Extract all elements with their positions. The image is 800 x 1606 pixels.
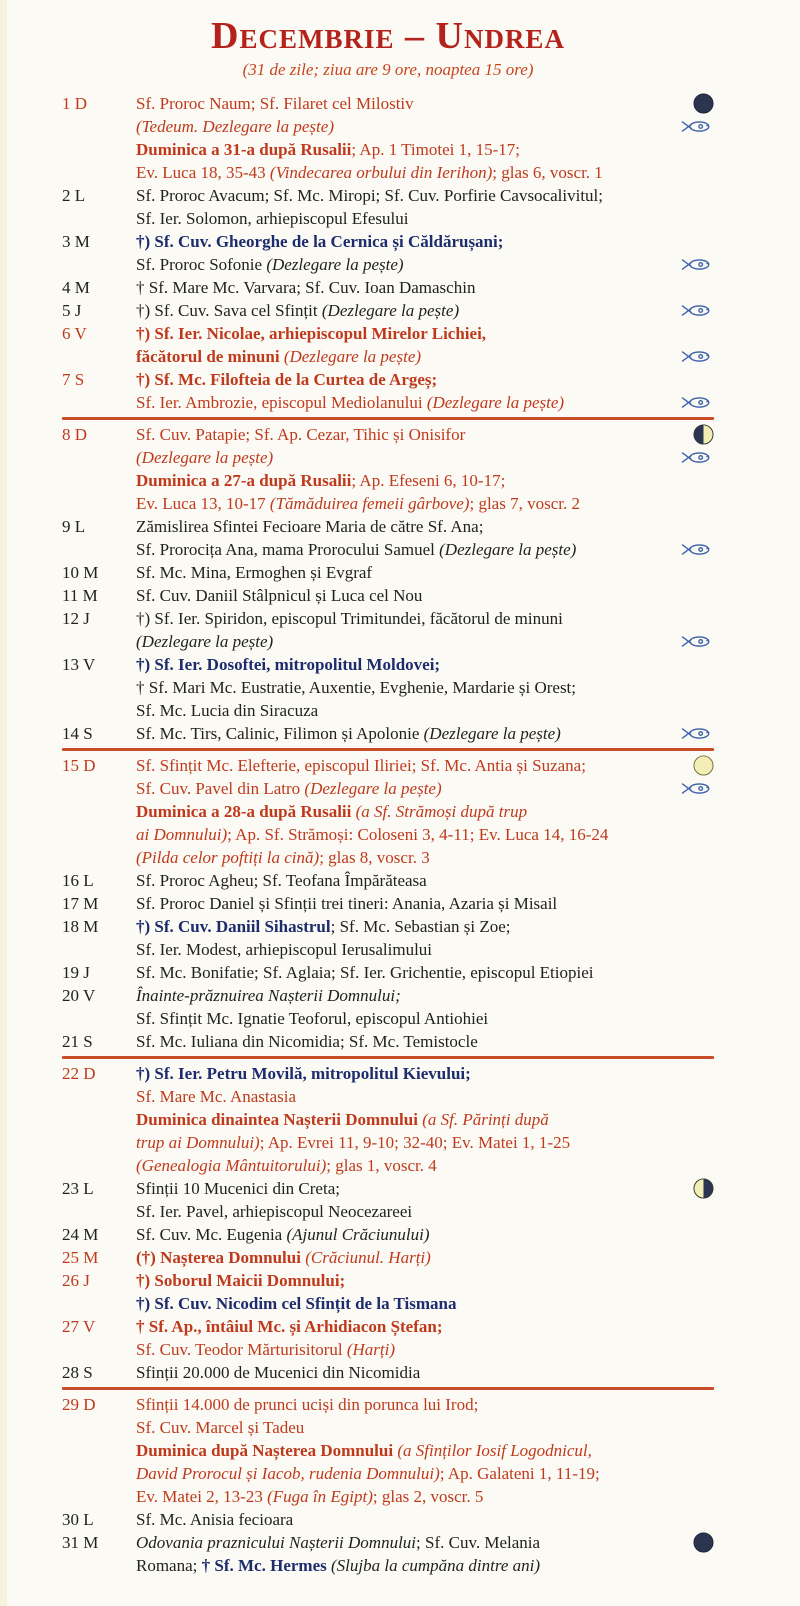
- entry-lines: [136, 607, 714, 653]
- calendar-line: [136, 607, 714, 630]
- text-segment: † Sf. Mare Mc. Varvara; Sf. Cuv. Ioan Damaschin: [136, 278, 476, 297]
- entry-lines: [136, 1223, 714, 1246]
- text-segment: Sf. Cuv. Marcel și Tadeu: [136, 1418, 305, 1437]
- calendar-line: [136, 1223, 714, 1246]
- text-segment: †) Sf. Cuv. Gheorghe de la Cernica și Căldărușani;: [136, 232, 504, 251]
- text-segment: (Dezlegare la pește): [423, 724, 561, 743]
- week-separator: [62, 1387, 714, 1390]
- text-segment: †) Sf. Cuv. Nicodim cel Sfințit de la Tismana: [136, 1294, 457, 1313]
- entry-lines: [136, 1246, 714, 1269]
- text-segment: Ev. Matei 2, 13-23: [136, 1487, 268, 1506]
- day-label: 29 D: [62, 1395, 96, 1414]
- text-segment: ; glas 1, voscr. 4: [326, 1156, 437, 1175]
- entry-lines: [136, 984, 714, 1030]
- calendar-line: [136, 1416, 714, 1439]
- text-segment: ; glas 2, voscr. 5: [372, 1487, 484, 1506]
- day-label: 14 S: [62, 724, 93, 743]
- text-segment: (Dezlegare la pește): [136, 632, 274, 651]
- text-segment: Romana;: [136, 1556, 202, 1575]
- calendar-line: [136, 1361, 714, 1384]
- calendar-line: [136, 846, 714, 869]
- calendar-entry-day-29: [62, 1393, 714, 1508]
- line-icons: [685, 755, 714, 776]
- calendar-line: [136, 961, 714, 984]
- text-segment: Duminica a 28-a după Rusalii: [136, 802, 356, 821]
- text-segment: ; Ap. Galateni 1, 11-19;: [439, 1464, 600, 1483]
- calendar-entry-day-21: [62, 1030, 714, 1053]
- text-segment: (a Sf. Strămoși după trup: [355, 802, 528, 821]
- calendar-line: [136, 299, 714, 322]
- text-segment: ; Sf. Cuv. Melania: [416, 1533, 541, 1552]
- text-segment: Sf. Mc. Bonifatie; Sf. Aglaia; Sf. Ier. Grichentie, episcopul Etiopiei: [136, 963, 594, 982]
- text-segment: (Dezlegare la pește): [439, 540, 577, 559]
- calendar-line: [136, 115, 714, 138]
- calendar-entry-day-11: [62, 584, 714, 607]
- entry-lines: [136, 1062, 714, 1177]
- calendar-line: [136, 915, 714, 938]
- day-label: 12 J: [62, 609, 90, 628]
- text-segment: Sf. Prorocița Ana, mama Prorocului Samuel: [136, 540, 440, 559]
- entry-lines: [136, 230, 714, 276]
- moon-phase-first-quarter-icon: [693, 424, 714, 445]
- text-segment: Sf. Cuv. Mc. Eugenia: [136, 1225, 287, 1244]
- moon-phase-full-icon: [693, 755, 714, 776]
- calendar-line: [136, 1062, 714, 1085]
- day-label: 22 D: [62, 1064, 96, 1083]
- calendar-line: [136, 1393, 714, 1416]
- line-icons: [673, 395, 714, 410]
- calendar-line: [136, 1485, 714, 1508]
- fish-icon: [681, 634, 714, 649]
- text-segment: † Sf. Mc. Hermes: [201, 1556, 331, 1575]
- line-icons: [673, 450, 714, 465]
- day-label: 31 M: [62, 1533, 99, 1552]
- calendar-line: [136, 938, 714, 961]
- text-segment: Sf. Cuv. Teodor Mărturisitorul: [136, 1340, 347, 1359]
- line-icons: [685, 1178, 714, 1199]
- text-segment: Sf. Proroc Naum; Sf. Filaret cel Milostiv: [136, 94, 414, 113]
- calendar-line: [136, 1177, 714, 1200]
- fish-icon: [681, 781, 714, 796]
- text-segment: (Harți): [346, 1340, 395, 1359]
- day-label: 18 M: [62, 917, 99, 936]
- entry-lines: [136, 1177, 714, 1223]
- entry-lines: [136, 961, 714, 984]
- text-segment: Sf. Cuv. Patapie; Sf. Ap. Cezar, Tihic și Onisifor: [136, 425, 466, 444]
- text-segment: ai Domnului): [136, 825, 228, 844]
- line-icons: [673, 542, 714, 557]
- day-label: 11 M: [62, 586, 98, 605]
- fish-icon: [681, 395, 714, 410]
- moon-phase-new-icon: [693, 1532, 714, 1553]
- page-header: [62, 14, 714, 82]
- calendar-entry-day-31: [62, 1531, 714, 1577]
- calendar-line: [136, 984, 714, 1007]
- text-segment: ; Sf. Mc. Sebastian și Zoe;: [330, 917, 511, 936]
- text-segment: ; Ap. Efeseni 6, 10-17;: [351, 471, 506, 490]
- calendar-entry-day-26: [62, 1269, 714, 1315]
- text-segment: Sf. Proroc Avacum; Sf. Mc. Miropi; Sf. Cuv. Porfirie Cavsocalivitul;: [136, 186, 603, 205]
- day-label: 27 V: [62, 1317, 96, 1336]
- line-icons: [673, 119, 714, 134]
- text-segment: (Vindecarea orbului din Ierihon): [269, 163, 493, 182]
- calendar-line: [136, 1269, 714, 1292]
- calendar-line: [136, 630, 714, 653]
- calendar-entry-day-18: [62, 915, 714, 961]
- day-label: 4 M: [62, 278, 90, 297]
- calendar-line: [136, 1108, 714, 1131]
- calendar-line: [136, 1131, 714, 1154]
- line-icons: [673, 726, 714, 741]
- text-segment: †) Sf. Ier. Dosoftei, mitropolitul Moldovei;: [136, 655, 441, 674]
- calendar-line: [136, 538, 714, 561]
- line-icons: [673, 781, 714, 796]
- calendar-line: [136, 138, 714, 161]
- entry-lines: [136, 653, 714, 722]
- line-icons: [673, 349, 714, 364]
- text-segment: Sf. Ier. Modest, arhiepiscopul Ierusalimului: [136, 940, 433, 959]
- text-segment: Sf. Sfințit Mc. Elefterie, episcopul Iliriei; Sf. Mc. Antia și Suzana;: [136, 756, 586, 775]
- page-subtitle: (31 de zile; ziua are 9 ore, noaptea 15 ore): [242, 60, 534, 79]
- text-segment: trup ai Domnului): [136, 1133, 260, 1152]
- calendar-list: [62, 92, 714, 1577]
- calendar-line: [136, 391, 714, 414]
- day-label: 26 J: [62, 1271, 90, 1290]
- calendar-line: [136, 469, 714, 492]
- text-segment: (Crăciunul. Harți): [305, 1248, 431, 1267]
- calendar-line: [136, 754, 714, 777]
- calendar-line: [136, 1462, 714, 1485]
- line-icons: [685, 1532, 714, 1553]
- calendar-line: [136, 1030, 714, 1053]
- calendar-line: [136, 184, 714, 207]
- text-segment: †) Sf. Ier. Spiridon, episcopul Trimitundei, făcătorul de minuni: [136, 609, 563, 628]
- text-segment: Duminica a 31-a după Rusalii: [136, 140, 352, 159]
- entry-lines: [136, 322, 714, 368]
- text-segment: Sfinții 10 Mucenici din Creta;: [136, 1179, 340, 1198]
- week-separator: [62, 417, 714, 420]
- calendar-entry-day-2: [62, 184, 714, 230]
- text-segment: Sf. Proroc Daniel și Sfinții trei tineri: Anania, Azaria și Misail: [136, 894, 558, 913]
- fish-icon: [681, 726, 714, 741]
- day-label: 20 V: [62, 986, 96, 1005]
- calendar-line: [136, 446, 714, 469]
- entry-lines: [136, 754, 714, 869]
- text-segment: ; glas 7, voscr. 2: [469, 494, 580, 513]
- text-segment: Sf. Mare Mc. Anastasia: [136, 1087, 297, 1106]
- calendar-entry-day-9: [62, 515, 714, 561]
- text-segment: (Tedeum. Dezlegare la pește): [136, 117, 334, 136]
- calendar-line: [136, 230, 714, 253]
- calendar-line: [136, 1554, 714, 1577]
- text-segment: (Dezlegare la pește): [283, 347, 422, 366]
- calendar-entry-day-4: [62, 276, 714, 299]
- entry-lines: [136, 368, 714, 414]
- text-segment: (Slujba la cumpăna dintre ani): [330, 1556, 540, 1575]
- calendar-line: [136, 322, 714, 345]
- calendar-line: [136, 1292, 714, 1315]
- entry-lines: [136, 423, 714, 515]
- text-segment: †) Soborul Maicii Domnului;: [136, 1271, 346, 1290]
- calendar-entry-day-1: [62, 92, 714, 184]
- day-label: 28 S: [62, 1363, 93, 1382]
- text-segment: Sfinții 14.000 de prunci uciși din porunca lui Irod;: [136, 1395, 479, 1414]
- day-label: 15 D: [62, 756, 96, 775]
- calendar-line: [136, 492, 714, 515]
- text-segment: ; Ap. Sf. Strămoși: Coloseni 3, 4-11; Ev. Luca 14, 16-24: [227, 825, 609, 844]
- day-label: 13 V: [62, 655, 96, 674]
- day-label: 8 D: [62, 425, 88, 444]
- day-label: 2 L: [62, 186, 86, 205]
- text-segment: făcătorul de minuni: [136, 347, 284, 366]
- text-segment: Ev. Luca 13, 10-17: [136, 494, 270, 513]
- day-label: 1 D: [62, 94, 88, 113]
- calendar-entry-day-20: [62, 984, 714, 1030]
- week-separator: [62, 748, 714, 751]
- text-segment: Sf. Mc. Mina, Ermoghen și Evgraf: [136, 563, 373, 582]
- day-label: 17 M: [62, 894, 99, 913]
- line-icons: [673, 634, 714, 649]
- calendar-line: [136, 1338, 714, 1361]
- text-segment: Odovania praznicului Nașterii Domnului: [136, 1533, 417, 1552]
- day-label: 23 L: [62, 1179, 94, 1198]
- text-segment: (a Sfinților Iosif Logodnicul,: [397, 1441, 592, 1460]
- entry-lines: [136, 184, 714, 230]
- calendar-line: [136, 368, 714, 391]
- day-label: 24 M: [62, 1225, 99, 1244]
- entry-lines: [136, 869, 714, 892]
- text-segment: Sf. Mc. Tirs, Calinic, Filimon și Apolonie: [136, 724, 424, 743]
- calendar-line: [136, 823, 714, 846]
- entry-lines: [136, 1361, 714, 1384]
- text-segment: Sf. Proroc Agheu; Sf. Teofana Împărăteasa: [136, 871, 427, 890]
- calendar-line: [136, 584, 714, 607]
- text-segment: (Dezlegare la pește): [426, 393, 565, 412]
- moon-phase-new-icon: [693, 93, 714, 114]
- entry-lines: [136, 1393, 714, 1508]
- calendar-line: [136, 1439, 714, 1462]
- calendar-line: [136, 423, 714, 446]
- line-icons: [673, 303, 714, 318]
- entry-lines: [136, 92, 714, 184]
- calendar-entry-day-10: [62, 561, 714, 584]
- entry-lines: [136, 299, 714, 322]
- entry-lines: [136, 584, 714, 607]
- text-segment: Sf. Cuv. Daniil Stâlpnicul și Luca cel Nou: [136, 586, 423, 605]
- calendar-line: [136, 345, 714, 368]
- day-label: 3 M: [62, 232, 90, 251]
- calendar-line: [136, 253, 714, 276]
- calendar-entry-day-13: [62, 653, 714, 722]
- calendar-entry-day-25: [62, 1246, 714, 1269]
- fish-icon: [681, 303, 714, 318]
- line-icons: [685, 93, 714, 114]
- calendar-line: [136, 92, 714, 115]
- calendar-line: [136, 722, 714, 745]
- text-segment: † Sf. Ap., întâiul Mc. și Arhidiacon Ștefan;: [136, 1317, 443, 1336]
- calendar-line: [136, 1007, 714, 1030]
- calendar-entry-day-19: [62, 961, 714, 984]
- text-segment: Duminica după Nașterea Domnului: [136, 1441, 398, 1460]
- text-segment: †) Sf. Ier. Petru Movilă, mitropolitul Kievului;: [136, 1064, 471, 1083]
- day-label: 7 S: [62, 370, 85, 389]
- fish-icon: [681, 119, 714, 134]
- text-segment: Ev. Luca 18, 35-43: [136, 163, 270, 182]
- text-segment: Sfinții 20.000 de Mucenici din Nicomidia: [136, 1363, 421, 1382]
- calendar-entry-day-15: [62, 754, 714, 869]
- text-segment: Duminica dinaintea Nașterii Domnului: [136, 1110, 423, 1129]
- text-segment: ; Ap. 1 Timotei 1, 15-17;: [351, 140, 521, 159]
- entry-lines: [136, 276, 714, 299]
- day-label: 21 S: [62, 1032, 93, 1051]
- line-icons: [685, 424, 714, 445]
- text-segment: (Dezlegare la pește): [266, 255, 404, 274]
- calendar-line: [136, 676, 714, 699]
- text-segment: (†) Nașterea Domnului: [136, 1248, 306, 1267]
- calendar-entry-day-12: [62, 607, 714, 653]
- fish-icon: [681, 257, 714, 272]
- text-segment: (a Sf. Părinți după: [422, 1110, 549, 1129]
- calendar-line: [136, 892, 714, 915]
- page-title: Decembrie – Undrea: [211, 15, 565, 57]
- calendar-entry-day-22: [62, 1062, 714, 1177]
- calendar-line: [136, 699, 714, 722]
- text-segment: (Ajunul Crăciunului): [286, 1225, 430, 1244]
- calendar-entry-day-27: [62, 1315, 714, 1361]
- entry-lines: [136, 1508, 714, 1531]
- day-label: 16 L: [62, 871, 94, 890]
- calendar-entry-day-8: [62, 423, 714, 515]
- text-segment: (Genealogia Mântuitorului): [136, 1156, 327, 1175]
- week-separator: [62, 1056, 714, 1059]
- moon-phase-last-quarter-icon: [693, 1178, 714, 1199]
- entry-lines: [136, 1531, 714, 1577]
- text-segment: †) Sf. Cuv. Daniil Sihastrul: [136, 917, 331, 936]
- text-segment: †) Sf. Cuv. Sava cel Sfințit: [136, 301, 322, 320]
- day-label: 10 M: [62, 563, 99, 582]
- calendar-line: [136, 869, 714, 892]
- calendar-entry-day-28: [62, 1361, 714, 1384]
- calendar-entry-day-6: [62, 322, 714, 368]
- calendar-line: [136, 561, 714, 584]
- text-segment: ; glas 8, voscr. 3: [319, 848, 430, 867]
- calendar-line: [136, 276, 714, 299]
- calendar-line: [136, 1085, 714, 1108]
- calendar-line: [136, 207, 714, 230]
- text-segment: †) Sf. Mc. Filofteia de la Curtea de Argeș;: [136, 370, 438, 389]
- text-segment: Sf. Mc. Anisia fecioara: [136, 1510, 294, 1529]
- calendar-line: [136, 1508, 714, 1531]
- entry-lines: [136, 561, 714, 584]
- text-segment: Sf. Sfințit Mc. Ignatie Teoforul, episcopul Antiohiei: [136, 1009, 489, 1028]
- text-segment: Sf. Ier. Solomon, arhiepiscopul Efesului: [136, 209, 409, 228]
- calendar-entry-day-5: [62, 299, 714, 322]
- fish-icon: [681, 542, 714, 557]
- calendar-line: [136, 777, 714, 800]
- entry-lines: [136, 1269, 714, 1315]
- day-label: 30 L: [62, 1510, 94, 1529]
- calendar-entry-day-7: [62, 368, 714, 414]
- text-segment: (Dezlegare la pește): [321, 301, 460, 320]
- calendar-line: [136, 653, 714, 676]
- calendar-line: [136, 1315, 714, 1338]
- text-segment: (Dezlegare la pește): [136, 448, 274, 467]
- calendar-entry-day-23: [62, 1177, 714, 1223]
- text-segment: (Fuga în Egipt): [267, 1487, 373, 1506]
- day-label: 25 M: [62, 1248, 99, 1267]
- text-segment: Zămislirea Sfintei Fecioare Maria de către Sf. Ana;: [136, 517, 484, 536]
- entry-lines: [136, 1315, 714, 1361]
- calendar-entry-day-3: [62, 230, 714, 276]
- text-segment: ; Ap. Evrei 11, 9-10; 32-40; Ev. Matei 1, 1-25: [259, 1133, 571, 1152]
- calendar-entry-day-30: [62, 1508, 714, 1531]
- text-segment: Sf. Cuv. Pavel din Latro: [136, 779, 305, 798]
- calendar-line: [136, 515, 714, 538]
- text-segment: †) Sf. Ier. Nicolae, arhiepiscopul Mirelor Lichiei,: [136, 324, 487, 343]
- line-icons: [673, 257, 714, 272]
- text-segment: Sf. Ier. Ambrozie, episcopul Mediolanului: [136, 393, 427, 412]
- calendar-entry-day-16: [62, 869, 714, 892]
- calendar-line: [136, 800, 714, 823]
- entry-lines: [136, 915, 714, 961]
- text-segment: Sf. Ier. Pavel, arhiepiscopul Neocezareei: [136, 1202, 413, 1221]
- entry-lines: [136, 1030, 714, 1053]
- entry-lines: [136, 515, 714, 561]
- calendar-line: [136, 1200, 714, 1223]
- text-segment: ; glas 6, voscr. 1: [492, 163, 603, 182]
- day-label: 9 L: [62, 517, 86, 536]
- entry-lines: [136, 892, 714, 915]
- text-segment: Înainte-prăznuirea Nașterii Domnului;: [136, 986, 401, 1005]
- day-label: 5 J: [62, 301, 82, 320]
- text-segment: Sf. Mc. Lucia din Siracuza: [136, 701, 319, 720]
- calendar-entry-day-24: [62, 1223, 714, 1246]
- calendar-line: [136, 1154, 714, 1177]
- text-segment: (Dezlegare la pește): [304, 779, 442, 798]
- text-segment: (Pilda celor poftiți la cină): [136, 848, 320, 867]
- calendar-entry-day-14: [62, 722, 714, 745]
- text-segment: (Tămăduirea femeii gârbove): [269, 494, 470, 513]
- calendar-line: [136, 1531, 714, 1554]
- calendar-line: [136, 1246, 714, 1269]
- text-segment: Sf. Proroc Sofonie: [136, 255, 267, 274]
- fish-icon: [681, 349, 714, 364]
- calendar-entry-day-17: [62, 892, 714, 915]
- day-label: 19 J: [62, 963, 90, 982]
- calendar-line: [136, 161, 714, 184]
- fish-icon: [681, 450, 714, 465]
- day-label: 6 V: [62, 324, 87, 343]
- text-segment: † Sf. Mari Mc. Eustratie, Auxentie, Evghenie, Mardarie și Orest;: [136, 678, 576, 697]
- text-segment: David Prorocul și Iacob, rudenia Domnului): [136, 1464, 440, 1483]
- text-segment: Sf. Mc. Iuliana din Nicomidia; Sf. Mc. Temistocle: [136, 1032, 478, 1051]
- entry-lines: [136, 722, 714, 745]
- text-segment: Duminica a 27-a după Rusalii: [136, 471, 352, 490]
